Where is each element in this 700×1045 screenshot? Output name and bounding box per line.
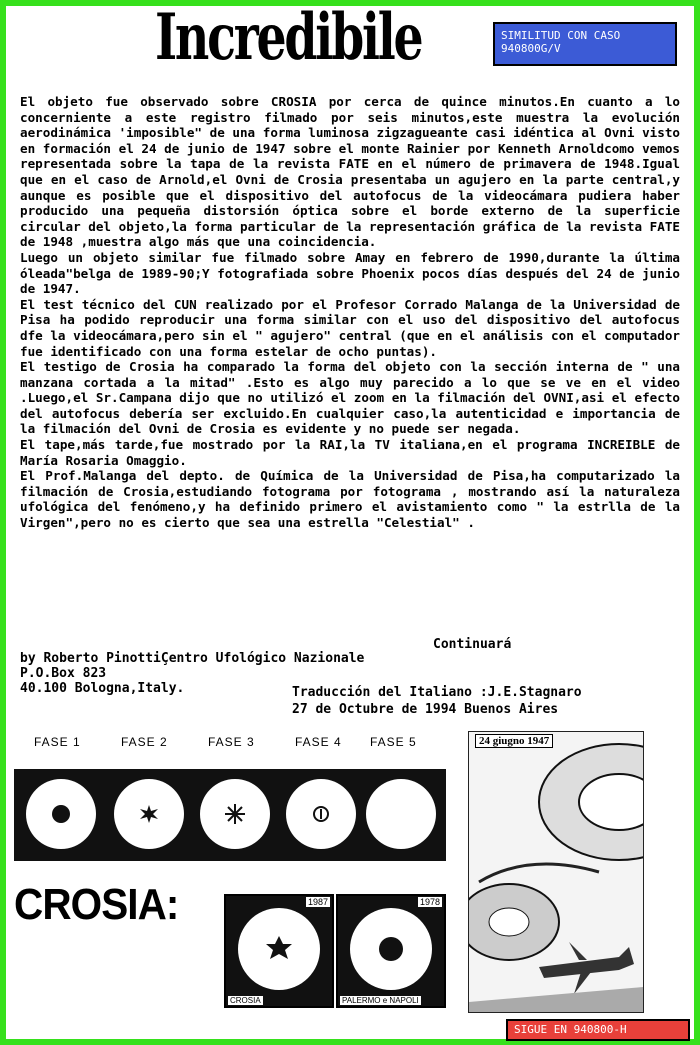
article-body	[20, 94, 680, 531]
photo-caption: PALERMO e NAPOLI	[342, 996, 419, 1005]
article-paragraph: Luego un objeto similar fue filmado sobre Amay en febrero de 1990,durante la última óleada"belga de 1989-90;Y fotografiada sobre Phoenix pocos días después del 24 de junio de 1947.	[20, 249, 680, 297]
phase-film-strip	[14, 769, 446, 861]
page-title: Incredibile	[155, 0, 422, 75]
asterisk-icon	[200, 779, 270, 849]
star-icon	[114, 779, 184, 849]
phase-disc	[286, 779, 356, 849]
similarity-tag	[493, 22, 677, 66]
ufo-airplane-illustration	[469, 732, 643, 1012]
translation-line: Traducción del Italiano :J.E.Stagnaro	[292, 685, 582, 700]
star-icon	[238, 908, 320, 990]
ring-icon	[286, 779, 356, 849]
article-paragraph: El Prof.Malanga del depto. de Química de la Universidad de Pisa,ha computarizado la filmación de Crosia,estudiando fotograma por fotograma , mostrando así la naturaleza ufológica del fenómeno,y ha definido primero el avistamiento como " la estrlla de la Virgen",pero no es cierto que sea una estrella "Celestial" .	[20, 468, 680, 531]
illustration-date: 24 giugno 1947	[475, 734, 553, 748]
crosia-label: CROSIA:	[14, 880, 179, 929]
translation-credit	[292, 684, 582, 718]
photo-caption: CROSIA	[230, 996, 261, 1005]
photo-disc	[350, 908, 432, 990]
phase-disc	[200, 779, 270, 849]
phase-sequence	[14, 733, 454, 863]
continued-tag: SIGUE EN 940800-H	[506, 1019, 690, 1041]
article-paragraph: El objeto fue observado sobre CROSIA por cerca de quince minutos.En cuanto a lo concerniente a este registro filmado por seis minutos,este muestra la evolución aerodinámica 'imposible" de una forma luminosa zigzagueante casi idéntica al Ovni visto en formación el 24 de junio de 1947 sobre el monte Rainier por Kenneth Arnoldcomo vemos representada sobre la tapa de la revista FATE en el número de primavera de 1948.Igual que en el caso de Arnold,el Ovni de Crosia presentaba un agujero en la parte central,y aunque es posible que el dispositivo del autofocus de la videocámara pudiera haber producido una pequeña distorsión óptica sobre el borde externo de la superficie circular del objeto,la forma particular de la representación gráfica de la revista FATE de 1948 ,muestra algo más que una coincidencia.	[20, 94, 680, 250]
translation-line: 27 de Octubre de 1994 Buenos Aires	[292, 702, 559, 717]
similarity-tag-line2: 940800G/V	[501, 42, 561, 55]
crosia-photo	[224, 894, 334, 1008]
phase-disc	[26, 779, 96, 849]
similarity-tag-line1: SIMILITUD CON CASO	[501, 29, 621, 42]
byline-line: by Roberto PinottiÇentro Ufológico Nazionale	[20, 651, 365, 666]
phase-label: FASE 5	[370, 735, 417, 749]
phase-label: FASE 2	[121, 735, 168, 749]
phase-label: FASE 4	[295, 735, 342, 749]
byline-line: 40.100 Bologna,Italy.	[20, 681, 185, 696]
hole-icon	[26, 779, 96, 849]
photo-year: 1978	[419, 897, 440, 907]
fate-cover-illustration	[468, 731, 644, 1013]
article-paragraph: El tape,más tarde,fue mostrado por la RAI,la TV italiana,en el programa INCREIBLE de María Rosaria Omaggio.	[20, 437, 680, 468]
phase-disc	[114, 779, 184, 849]
byline-line: P.O.Box 823	[20, 666, 107, 681]
photo-disc	[238, 908, 320, 990]
continued-note: Continuará	[433, 637, 512, 652]
photo-year: 1987	[307, 897, 328, 907]
hole-icon	[350, 908, 432, 990]
palermo-photo	[336, 894, 446, 1008]
article-paragraph: El testigo de Crosia ha comparado la forma del objeto con la sección interna de " una manzana cortada a la mitad" .Esto es algo muy parecido a lo que se ve en el video .Luego,el Sr.Campana dijo que no utilizó el zoom en la filmación del OVNI,asi el efecto del autofocus debería ser excluido.En cualquier caso,la autenticidad e importancia de la filmación del Ovni de Crosia es evidente y no puede ser negada.	[20, 359, 680, 437]
phase-label: FASE 1	[34, 735, 81, 749]
phase-disc	[366, 779, 436, 849]
phase-label: FASE 3	[208, 735, 255, 749]
article-paragraph: El test técnico del CUN realizado por el Profesor Corrado Malanga de la Universidad de Pisa ha podido reproducir una forma similar con el uso del dispositivo del autofocus dfe la videocámara,pero sin el " agujero" central (que en el análisis con el computador fue identificado con una forma estelar de ocho puntas).	[20, 296, 680, 359]
